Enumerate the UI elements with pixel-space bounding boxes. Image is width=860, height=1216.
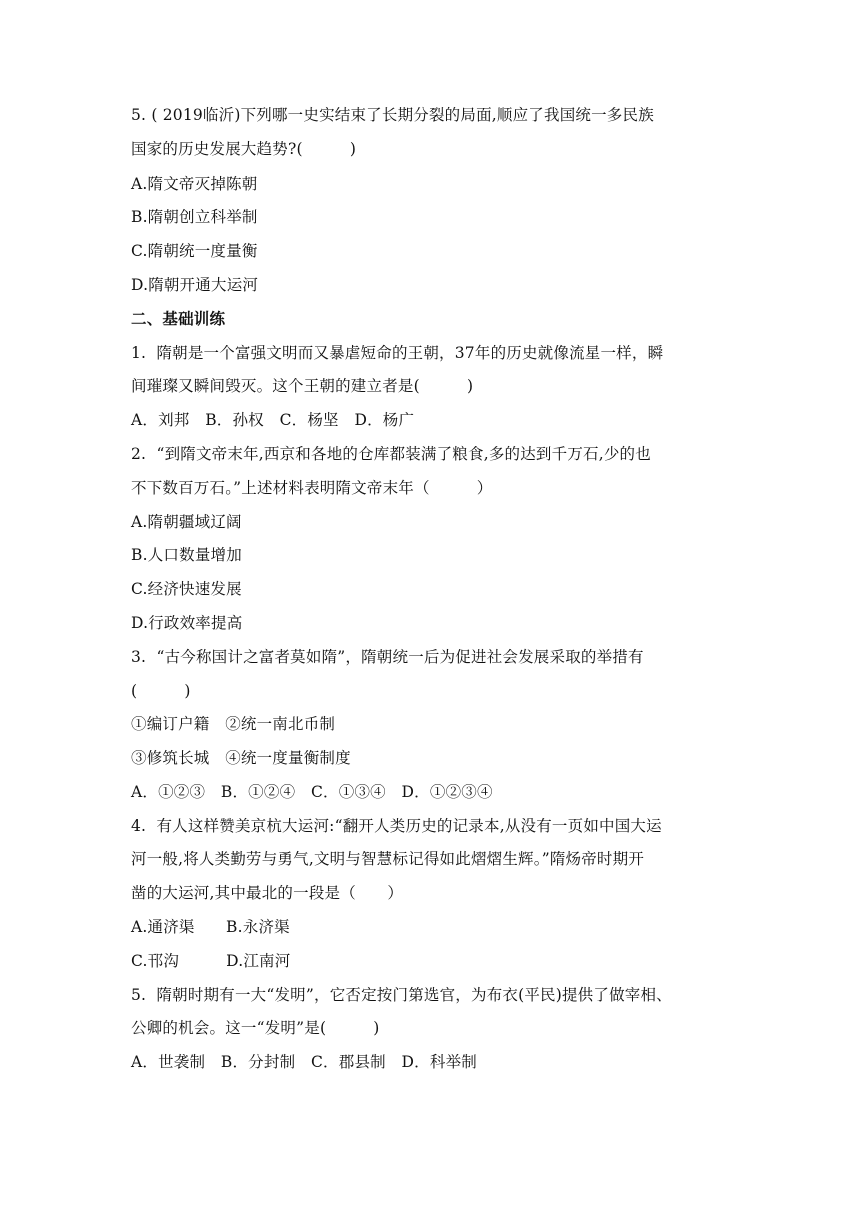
question-5-option-c: C.隋朝统一度量衡 [131,242,258,260]
exercise-2-option-c: C.经济快速发展 [131,580,242,598]
exercise-3-stem-line-2: ( ) [131,682,191,700]
exercise-5-options: A．世袭制 B．分封制 C．郡县制 D．科举制 [131,1053,477,1071]
question-5-option-d: D.隋朝开通大运河 [131,276,259,294]
exercise-1-stem-line-1: 1. 隋朝是一个富强文明而又暴虐短命的王朝，37年的历史就像流星一样，瞬 [131,344,664,362]
exercise-3-options: A．①②③ B．①②④ C．①③④ D．①②③④ [131,783,493,801]
exercise-3-stem-line-1: 3. “古今称国计之富者莫如隋”，隋朝统一后为促进社会发展采取的举措有 [131,648,644,666]
exercise-3-items-2: ③修筑长城 ④统一度量衡制度 [131,749,351,767]
section-heading: 二、基础训练 [131,310,226,328]
exercise-5-stem-line-1: 5. 隋朝时期有一大“发明”，它否定按门第选官，为布衣(平民)提供了做宰相、 [131,986,672,1004]
exercise-4-stem-line-2: 河一般,将人类勤劳与勇气,文明与智慧标记得如此熠熠生辉。”隋炀帝时期开 [131,850,645,868]
exercise-4-options-2: C.邗沟 D.江南河 [131,952,291,970]
exercise-4-stem-line-3: 凿的大运河,其中最北的一段是（ ） [131,884,404,902]
exercise-5-stem-line-2: 公卿的机会。这一“发明”是( ) [131,1019,380,1037]
exercise-2-stem-line-2: 不下数百万石。”上述材料表明隋文帝末年（ ） [131,479,493,497]
exercise-2-option-d: D.行政效率提高 [131,614,243,632]
exercise-2-stem-line-1: 2. “到隋文帝末年,西京和各地的仓库都装满了粮食,多的达到千万石,少的也 [131,445,651,463]
exercise-4-options-1: A.通济渠 B.永济渠 [131,918,290,936]
question-5-option-b: B.隋朝创立科举制 [131,208,258,226]
question-5-stem-line-2: 国家的历史发展大趋势?( ) [131,140,357,158]
exercise-1-options: A．刘邦 B．孙权 C．杨坚 D．杨广 [131,411,415,429]
question-5-stem-line-1: 5. ( 2019临沂)下列哪一史实结束了长期分裂的局面,顺应了我国统一多民族 [131,106,654,124]
exercise-2-option-b: B.人口数量增加 [131,546,242,564]
exercise-4-stem-line-1: 4. 有人这样赞美京杭大运河:“翻开人类历史的记录本,从没有一页如中国大运 [131,817,662,835]
question-5-option-a: A.隋文帝灭掉陈朝 [131,175,258,193]
exercise-1-stem-line-2: 间璀璨又瞬间毁灭。这个王朝的建立者是( ) [131,377,474,395]
exercise-2-option-a: A.隋朝疆域辽阔 [131,513,242,531]
exercise-3-items-1: ①编订户籍 ②统一南北币制 [131,715,336,733]
